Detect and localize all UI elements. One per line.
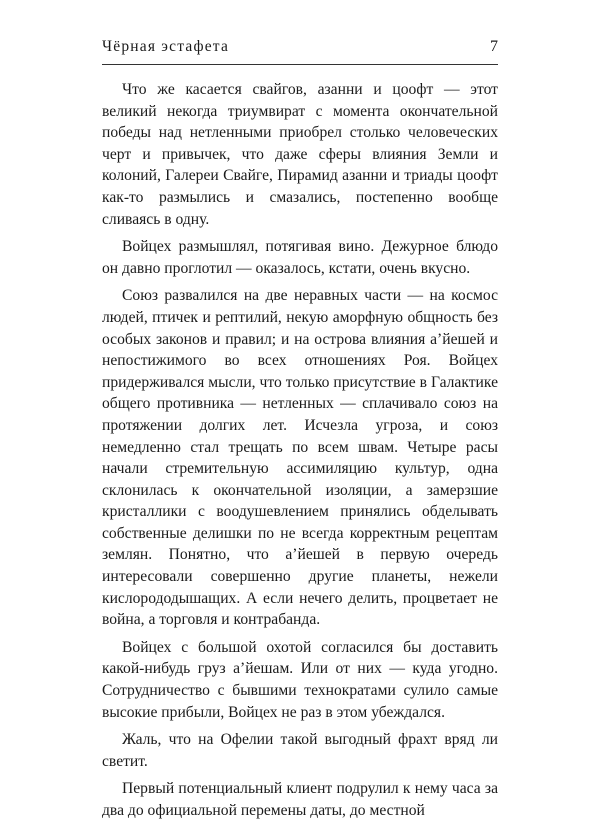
paragraph: Войцех с большой охотой согласился бы доставить какой-нибудь груз а’йешам. Или от них — куда угодно. Сотрудничество с бывшими технократами сулило самые высокие прибыли, Войцех не раз в этом убеждался. (102, 638, 498, 721)
paragraph: Первый потенциальный клиент подрулил к нему часа за два до официальной перемены даты, до местной (102, 780, 498, 819)
book-title: Чёрная эстафета (102, 38, 230, 55)
paragraph: Жаль, что на Офелии такой выгодный фрахт вряд ли светит. (102, 731, 498, 770)
page-number: 7 (490, 38, 498, 55)
paragraph: Что же касается свайгов, азанни и цоофт — этот великий некогда триумвират с момента окончательной победы над нетленными приобрел столько человеческих черт и привычек, что даже сферы влияния Земли и колоний, Галереи Свайге, Пирамид азанни и триады цоофт как-то размылись и смазались, постепенно вообще сливаясь в одну. (102, 81, 498, 228)
body-text (102, 79, 498, 822)
running-head (102, 38, 498, 65)
paragraph: Союз развалился на две неравных части — на космос людей, птичек и рептилий, некую аморфную общность без особых законов и правил; и на острова влияния а’йешей и непостижимого во всех отношениях Роя. Войцех придерживался мысли, что только присутствие в Галактике общего противника — нетленных — сплачивало союз на протяжении долгих лет. Исчезла угроза, и союз немедленно стал трещать по всем швам. Четыре расы начали стремительную ассимиляцию культур, одна склонилась к окончательной изоляции, а замерзшие кристаллики с воодушевлением принялись обделывать собственные делишки по не всегда корректным рецептам землян. Понятно, что а’йешей в первую очередь интересовали совершенно другие планеты, нежели кислорододышащих. А если нечего делить, процветает не война, а торговля и контрабанда. (102, 287, 498, 629)
paragraph: Войцех размышлял, потягивая вино. Дежурное блюдо он давно проглотил — оказалось, кстати, очень вкусно. (102, 238, 498, 277)
